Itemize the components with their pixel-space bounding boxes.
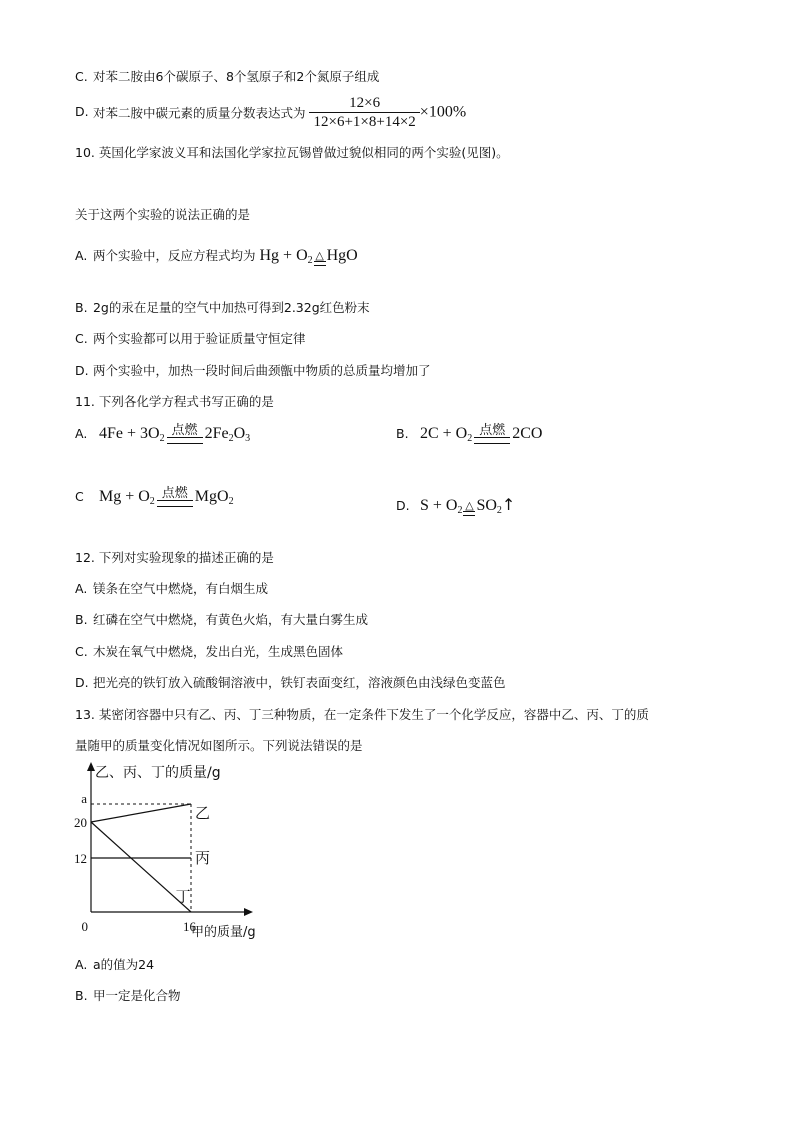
option-label: D. [396,498,410,513]
option-label: D. [75,363,89,378]
q12-option-b [75,610,368,628]
y-axis-arrow [87,762,95,771]
equals-bar [157,500,193,507]
origin-label: 0 [81,919,88,934]
eq-left: S + O [419,497,458,514]
option-text: 镁条在空气中燃烧，有白烟生成 [92,581,268,596]
eq-sub: 2 [496,505,502,516]
option-text: 对苯二胺中碳元素的质量分数表达式为 [92,105,306,121]
eq-sub: 2 [457,505,463,516]
ignite-condition [474,424,510,444]
fraction-suffix: ×100% [419,103,467,121]
option-text: 把光亮的铁钉放入硫酸铜溶液中，铁钉表面变红，溶液颜色由浅绿色变蓝色 [92,675,506,690]
eq-left: Hg + O [259,247,308,264]
eq-right-o: O [233,425,246,442]
q11-stem: 11. 下列各化学方程式书写正确的是 [75,394,274,409]
q13-option-a [75,955,154,973]
eq-left: 2C + O [419,425,468,442]
option-label: A. [75,957,88,972]
q11-option-c [75,487,234,507]
eq-right: MgO [194,488,229,505]
q13-stem-line1: 13. 某密闭容器中只有乙、丙、丁三种物质，在一定条件下发生了一个化学反应，容器中乙、丙、丁的质 [75,707,649,722]
mass-chart [73,760,273,945]
series-label: 丁 [175,887,191,906]
option-label: A. [75,426,88,441]
eq-sub: 2 [149,496,155,507]
option-label: B. [75,612,88,627]
eq-left: 4Fe + 3O [98,425,160,442]
q12-option-d [75,673,506,691]
delta-symbol: △ [465,500,474,512]
option-label: C [75,489,84,504]
heat-condition [463,502,475,516]
option-label: A. [75,248,88,263]
q11-option-d [396,495,515,516]
q11-option-a [75,424,250,444]
option-text: 木炭在氧气中燃烧，发出白光，生成黑色固体 [92,644,343,659]
eq-right: SO [476,497,497,514]
condition-text: 点燃 [161,486,188,501]
q10-option-d [75,361,431,379]
eq-right: HgO [326,247,358,264]
option-text: 对苯二胺由6个碳原子、8个氢原子和2个氮原子组成 [92,69,380,84]
q13-stem-line2: 量随甲的质量变化情况如图所示。下列说法错误的是 [75,738,363,753]
y-tick-label: 20 [74,815,87,830]
eq-sub: 2 [307,255,313,266]
equals-bar [474,437,510,444]
option-text: 2g的汞在足量的空气中加热可得到2.32g红色粉末 [92,300,370,315]
q10-stem: 10. 英国化学家波义耳和法国化学家拉瓦锡曾做过貌似相同的两个实验(见图)。 [75,145,509,160]
ignite-condition [157,487,193,507]
gas-arrow: ↑ [501,495,516,514]
q12-stem: 12. 下列对实验现象的描述正确的是 [75,550,274,565]
y-tick-label: 12 [74,851,87,866]
delta-symbol: △ [315,250,324,262]
option-label: B. [396,426,409,441]
ignite-condition [167,424,203,444]
equation [99,488,234,505]
heat-condition [314,252,326,266]
series-label: 乙 [195,804,211,822]
eq-right: 2Fe [204,425,229,442]
option-label: D. [75,104,89,119]
equation [420,425,542,442]
eq-sub: 3 [245,433,251,444]
fraction-denominator: 12×6+1×8+14×2 [309,112,419,131]
q10-question: 关于这两个实验的说法正确的是 [75,207,251,222]
q12-option-a [75,579,268,597]
fraction-numerator: 12×6 [349,95,381,111]
eq-sub: 2 [159,433,165,444]
equals-bar [463,511,475,516]
y-tick-label: a [81,791,87,806]
q9-option-d [75,94,466,131]
option-label: D. [75,675,89,690]
q13-option-b [75,986,181,1004]
series-line-1 [91,804,191,822]
eq-sub: 2 [228,433,234,444]
option-text: 甲一定是化合物 [92,988,181,1003]
x-axis-label: 甲的质量/g [191,925,256,940]
eq-sub: 2 [228,496,234,507]
option-text: 两个实验中，加热一段时间后曲颈甑中物质的总质量均增加了 [92,363,431,378]
option-label: B. [75,300,88,315]
q11-option-b [396,424,542,444]
option-text: 两个实验中，反应方程式均为 [92,248,256,263]
q10-option-a [75,246,358,266]
equation [259,247,357,264]
option-label: A. [75,581,88,596]
equation [99,425,250,442]
eq-left: Mg + O [98,488,150,505]
q10-option-c [75,329,306,347]
option-text: a的值为24 [92,957,155,972]
y-axis-label: 乙、丙、丁的质量/g [95,765,221,781]
option-text: 红磷在空气中燃烧，有黄色火焰，有大量白雾生成 [92,612,368,627]
x-tick-label: 16 [183,919,196,934]
condition-text: 点燃 [171,423,198,438]
equals-bar [167,437,203,444]
q9-option-c [75,67,379,85]
option-label: C. [75,69,88,84]
eq-right: 2CO [512,425,543,442]
option-text: 两个实验都可以用于验证质量守恒定律 [92,331,306,346]
option-label: C. [75,644,88,659]
option-label: B. [75,988,88,1003]
option-label: C. [75,331,88,346]
mass-fraction [309,94,419,131]
equation [420,497,515,514]
x-axis-arrow [244,908,253,916]
series-label: 丙 [195,849,211,867]
equals-bar [314,261,326,266]
condition-text: 点燃 [479,423,506,438]
eq-sub: 2 [467,433,473,444]
q12-option-c [75,642,343,660]
q10-option-b [75,298,370,316]
